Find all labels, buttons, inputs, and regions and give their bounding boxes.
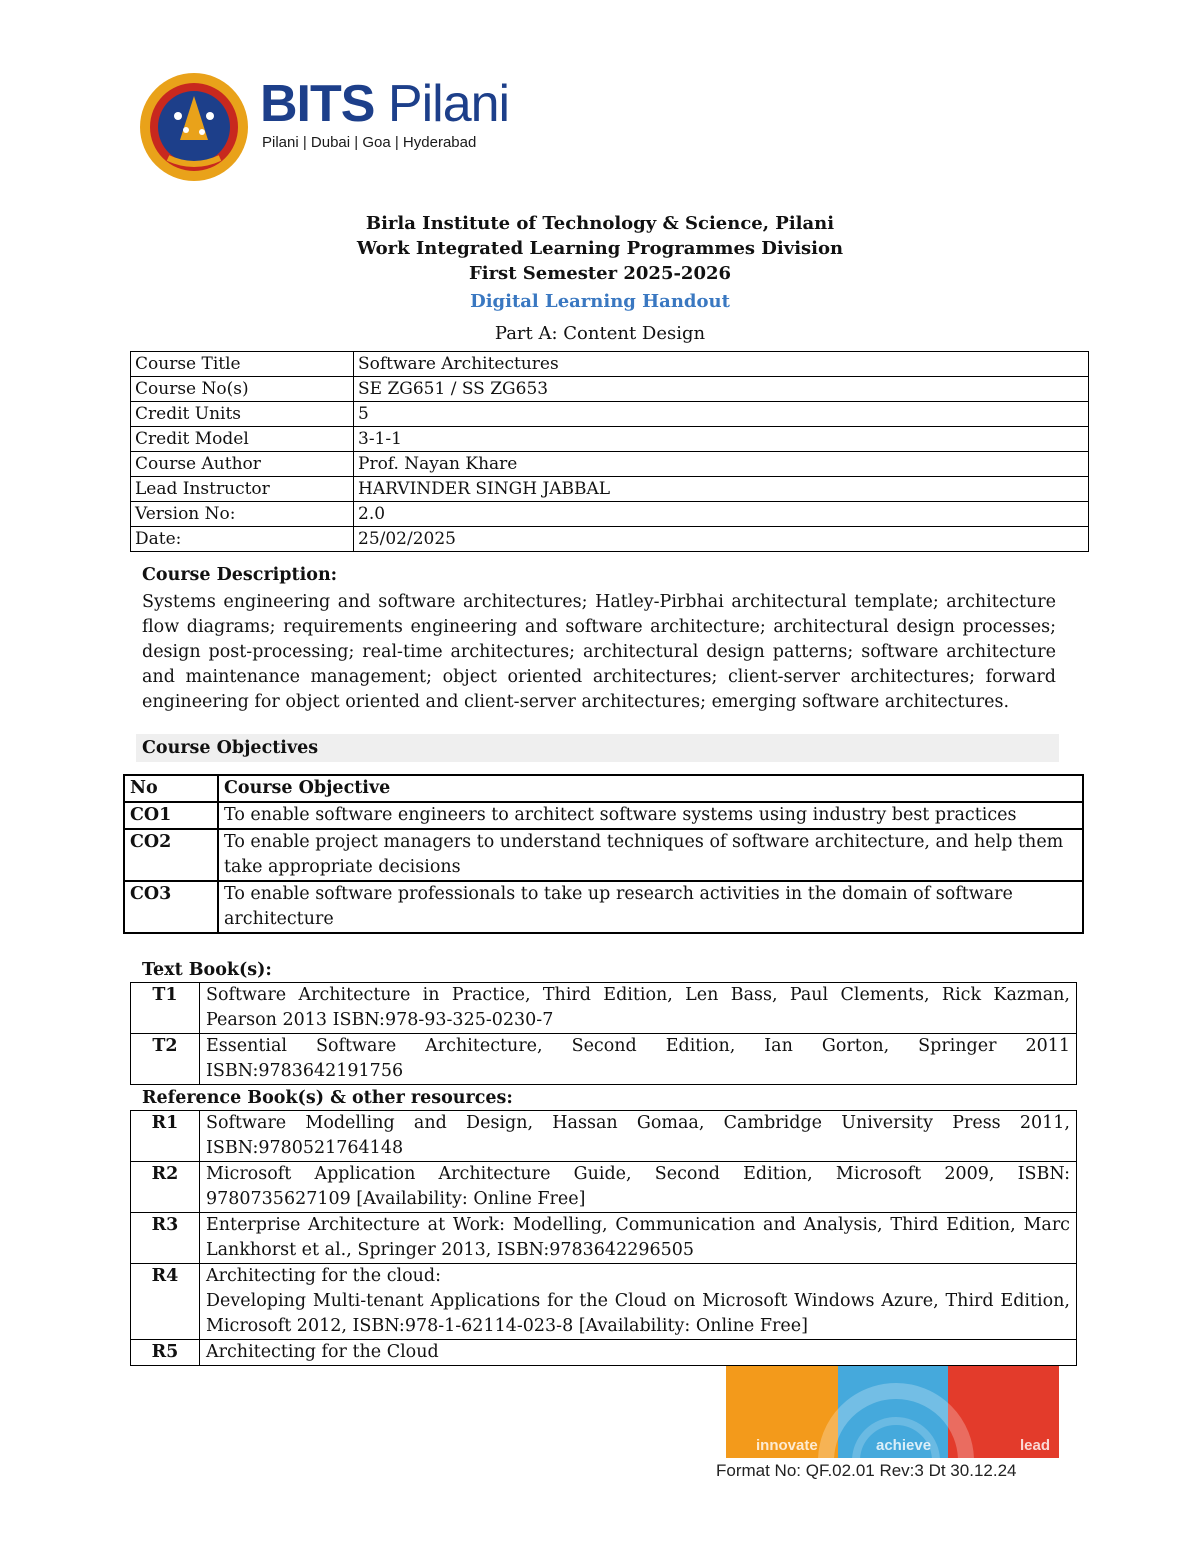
info-value: 5 xyxy=(354,402,1089,427)
innovate-achieve-lead-banner xyxy=(726,1366,1059,1458)
book-id: T2 xyxy=(131,1034,200,1085)
logo-campuses: Pilani | Dubai | Goa | Hyderabad xyxy=(262,134,477,151)
table-row xyxy=(131,1111,1077,1162)
table-row xyxy=(131,452,1089,477)
table-header-row xyxy=(124,775,1083,802)
info-label: Course No(s) xyxy=(131,377,354,402)
info-value: Prof. Nayan Khare xyxy=(354,452,1089,477)
info-value: 25/02/2025 xyxy=(354,527,1089,552)
table-row xyxy=(131,502,1089,527)
reference-text: Enterprise Architecture at Work: Modelling, Communication and Analysis, Third Edition, Marc Lankhorst et al., Springer 2013, ISBN:9783642296505 xyxy=(200,1213,1077,1264)
reference-id: R1 xyxy=(131,1111,200,1162)
table-row xyxy=(131,1034,1077,1085)
info-label: Credit Model xyxy=(131,427,354,452)
reference-id: R5 xyxy=(131,1340,200,1366)
reference-id: R4 xyxy=(131,1264,200,1340)
info-value: 2.0 xyxy=(354,502,1089,527)
reference-text: Architecting for the Cloud xyxy=(200,1340,1077,1366)
reference-id: R2 xyxy=(131,1162,200,1213)
objective-id: CO2 xyxy=(124,829,218,881)
institute-seal-icon xyxy=(138,70,250,185)
column-header-objective: Course Objective xyxy=(218,775,1083,802)
table-row xyxy=(131,402,1089,427)
gear-icon xyxy=(726,1366,1059,1458)
text-books-heading: Text Book(s): xyxy=(142,960,272,980)
table-row xyxy=(131,1162,1077,1213)
table-row xyxy=(131,477,1089,502)
table-row xyxy=(131,352,1089,377)
achieve-label: achieve xyxy=(876,1437,932,1454)
reference-line: Architecting for the cloud: xyxy=(206,1266,441,1286)
part-a-title: Part A: Content Design xyxy=(494,323,706,344)
innovate-label: innovate xyxy=(756,1437,818,1454)
semester: First Semester 2025-2026 xyxy=(468,263,732,284)
column-header-no: No xyxy=(124,775,218,802)
table-row xyxy=(131,427,1089,452)
course-objectives-table xyxy=(123,774,1084,934)
text-books-table xyxy=(130,982,1077,1085)
logo-wordmark: BITS Pilani xyxy=(260,75,510,133)
info-label: Date: xyxy=(131,527,354,552)
format-number: Format No: QF.02.01 Rev:3 Dt 30.12.24 xyxy=(716,1461,1017,1480)
info-value: 3-1-1 xyxy=(354,427,1089,452)
objective-text: To enable software engineers to architect software systems using industry best practices xyxy=(218,802,1083,829)
table-row xyxy=(124,802,1083,829)
objective-text: To enable software professionals to take up research activities in the domain of software architecture xyxy=(218,881,1083,933)
course-info-table xyxy=(130,351,1089,552)
reference-text xyxy=(200,1264,1077,1340)
table-row xyxy=(131,983,1077,1034)
info-label: Credit Units xyxy=(131,402,354,427)
reference-id: R3 xyxy=(131,1213,200,1264)
course-description-heading: Course Description: xyxy=(142,565,338,585)
info-label: Course Author xyxy=(131,452,354,477)
objective-id: CO3 xyxy=(124,881,218,933)
table-row xyxy=(131,1213,1077,1264)
table-row xyxy=(131,1264,1077,1340)
handout-title: Digital Learning Handout xyxy=(470,291,730,312)
book-text: Software Architecture in Practice, Third Edition, Len Bass, Paul Clements, Rick Kazman, Pearson 2013 ISBN:978-93-325-0230-7 xyxy=(200,983,1077,1034)
reference-text: Microsoft Application Architecture Guide, Second Edition, Microsoft 2009, ISBN: 9780735627109 [Availability: Online Free] xyxy=(200,1162,1077,1213)
division-name: Work Integrated Learning Programmes Division xyxy=(356,238,844,259)
objective-text: To enable project managers to understand techniques of software architecture, and help them take appropriate decisions xyxy=(218,829,1083,881)
book-text: Essential Software Architecture, Second Edition, Ian Gorton, Springer 2011 ISBN:9783642191756 xyxy=(200,1034,1077,1085)
objective-id: CO1 xyxy=(124,802,218,829)
table-row xyxy=(131,377,1089,402)
table-row xyxy=(131,1340,1077,1366)
institute-name: Birla Institute of Technology & Science, Pilani xyxy=(365,213,835,234)
reference-text: Software Modelling and Design, Hassan Gomaa, Cambridge University Press 2011, ISBN:9780521764148 xyxy=(200,1111,1077,1162)
reference-line: Developing Multi-tenant Applications for the Cloud on Microsoft Windows Azure, Third Edition, Microsoft 2012, ISBN:978-1-62114-023-8 [Availability: Online Free] xyxy=(206,1291,1070,1336)
table-row xyxy=(131,527,1089,552)
info-label: Version No: xyxy=(131,502,354,527)
bits-pilani-logo xyxy=(138,70,510,185)
book-id: T1 xyxy=(131,983,200,1034)
info-value: HARVINDER SINGH JABBAL xyxy=(354,477,1089,502)
info-label: Course Title xyxy=(131,352,354,377)
course-objectives-heading: Course Objectives xyxy=(142,738,319,758)
info-value: Software Architectures xyxy=(354,352,1089,377)
reference-books-table xyxy=(130,1110,1077,1366)
info-label: Lead Instructor xyxy=(131,477,354,502)
info-value: SE ZG651 / SS ZG653 xyxy=(354,377,1089,402)
lead-label: lead xyxy=(1020,1437,1051,1454)
table-row xyxy=(124,881,1083,933)
reference-books-heading: Reference Book(s) & other resources: xyxy=(142,1088,513,1108)
course-description-text: Systems engineering and software architectures; Hatley-Pirbhai architectural template; architecture flow diagrams; requirements engineering and software architecture; architectural design processes; design post-processing; real-time architectures; architectural design patterns; software architecture and maintenance management; object oriented architectures; client-server architectures; forward engineering for object oriented and client-server architectures; emerging software architectures. xyxy=(142,592,1056,712)
table-row xyxy=(124,829,1083,881)
